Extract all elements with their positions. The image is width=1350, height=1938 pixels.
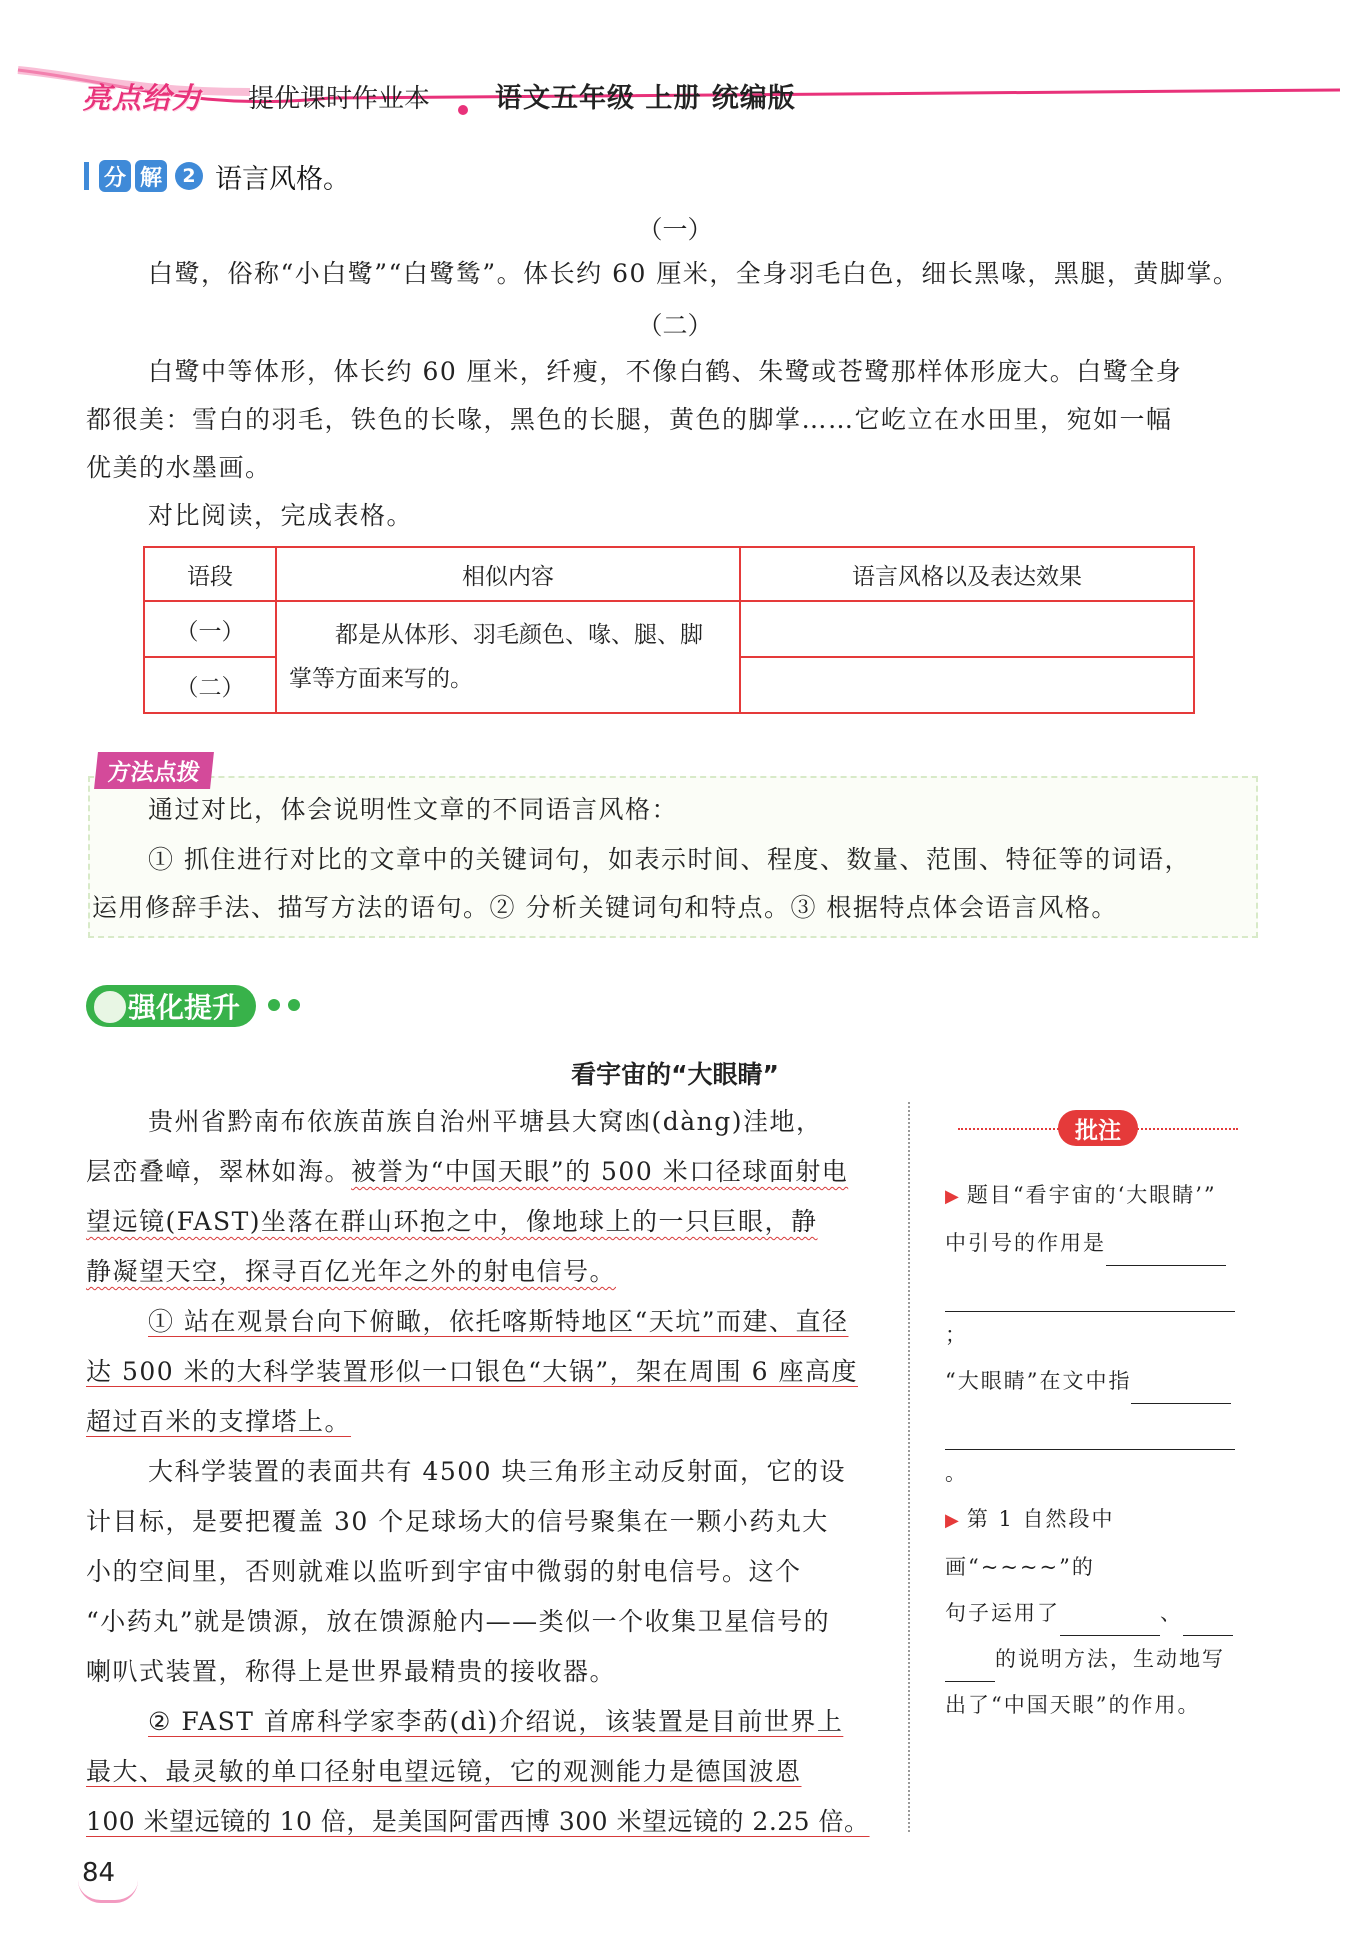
column-divider	[908, 1102, 910, 1832]
brand-logo: 亮点给力	[82, 81, 203, 115]
row-label: （一）	[144, 601, 276, 657]
answer-blank[interactable]	[1106, 1237, 1226, 1266]
method-line: 运用修辞手法、描写方法的语句。② 分析关键词句和特点。③ 根据特点体会语言风格。	[92, 893, 1118, 922]
article-wavy-text: 被誉为“中国天眼”的 500 米口径球面射电	[351, 1157, 849, 1186]
answer-blank[interactable]	[1060, 1607, 1160, 1636]
tag-char-2: 解	[135, 160, 167, 192]
annotation-text: 、	[1160, 1601, 1183, 1625]
answer-blank[interactable]	[1131, 1375, 1231, 1404]
triangle-icon: ▶	[945, 1186, 961, 1207]
table-header-row	[144, 547, 1194, 601]
passage-two-line: 优美的水墨画。	[86, 453, 272, 482]
boost-label: 强化提升	[128, 991, 241, 1024]
col-header-similar: 相似内容	[276, 547, 740, 601]
article-line: “小药丸”就是馈源，放在馈源舱内——类似一个收集卫星信号的	[86, 1607, 831, 1636]
article-underlined-line: ① 站在观景台向下俯瞰，依托喀斯特地区“天坑”而建、直径	[148, 1307, 849, 1336]
article-line: 层峦叠嶂，翠林如海。	[86, 1157, 352, 1186]
method-line: 通过对比，体会说明性文章的不同语言风格：	[148, 795, 679, 824]
annotation-text: ；	[945, 1323, 968, 1347]
passage-two-line: 都很美：雪白的羽毛，铁色的长喙，黑色的长腿，黄色的脚掌……它屹立在水田里，宛如一幅	[86, 405, 1173, 434]
dot-icon	[268, 999, 280, 1011]
annotation-text: 第 1 自然段中画“~~~~”的	[945, 1507, 1115, 1579]
article-line: 小的空间里，否则就难以监听到宇宙中微弱的射电信号。这个	[86, 1557, 802, 1586]
annotation-text: 句子运用了	[945, 1601, 1060, 1625]
annotation-text: 中引号的作用是	[945, 1231, 1106, 1255]
annotation-text: 的说明方法，生动地写	[995, 1647, 1225, 1671]
annotation-text: 出了“中国天眼”的作用。	[945, 1693, 1201, 1717]
article-underlined-line: 达 500 米的大科学装置形似一口银色“大锅”，架在周围 6 座高度	[86, 1357, 858, 1386]
article-underlined-line: 超过百米的支撑塔上。	[86, 1407, 352, 1436]
answer-blank[interactable]	[945, 1283, 1235, 1312]
shared-content-cell	[276, 601, 740, 713]
article-title: 看宇宙的“大眼睛”	[571, 1060, 779, 1089]
article-wavy-line: 静凝望天空，探寻百亿光年之外的射电信号。	[86, 1257, 617, 1286]
shared-content-line: 都是从体形、羽毛颜色、喙、腿、脚	[335, 622, 703, 648]
answer-blank[interactable]	[1183, 1607, 1233, 1636]
article-line: 计目标，是要把覆盖 30 个足球场大的信号聚集在一颗小药丸大	[86, 1507, 829, 1536]
section-tag	[84, 158, 350, 194]
method-label: 方法点拨	[94, 752, 214, 789]
table-row	[144, 601, 1194, 657]
answer-blank[interactable]	[945, 1421, 1235, 1450]
tag-text: 语言风格。	[215, 163, 350, 195]
col-header-style: 语言风格以及表达效果	[740, 547, 1194, 601]
article-wavy-line: 望远镜(FAST)坐落在群山环抱之中，像地球上的一只巨眼，静	[86, 1207, 818, 1236]
boost-badge	[86, 985, 256, 1027]
annotation-column	[945, 1112, 1255, 1728]
grade-label: 语文五年级 上册 统编版	[495, 83, 796, 114]
book-subtitle: 提优课时作业本	[248, 84, 431, 114]
answer-cell-1[interactable]	[740, 601, 1194, 657]
method-line: ① 抓住进行对比的文章中的关键词句，如表示时间、程度、数量、范围、特征等的词语，	[148, 845, 1191, 874]
page-number: 84	[82, 1858, 116, 1888]
passage-two-line: 白鹭中等体形，体长约 60 厘米，纤瘦，不像白鹤、朱鹭或苍鹭那样体形庞大。白鹭全身	[148, 357, 1183, 386]
article-underlined-line: 最大、最灵敏的单口径射电望远镜，它的观测能力是德国波恩	[86, 1757, 802, 1786]
shared-content-line: 掌等方面来写的。	[289, 666, 473, 692]
passage-one-text: 白鹭，俗称“小白鹭”“白鹭鸶”。体长约 60 厘米，全身羽毛白色，细长黑喙，黑腿，黄脚掌。	[148, 259, 1240, 288]
article-underlined-line: ② FAST 首席科学家李菂(dì)介绍说，该装置是目前世界上	[148, 1707, 844, 1736]
leaf-icon	[92, 989, 128, 1025]
instruction-text: 对比阅读，完成表格。	[148, 501, 414, 530]
row-label: （二）	[144, 657, 276, 713]
annotation-text: 题目“看宇宙的‘大眼睛’”	[966, 1183, 1217, 1207]
article-line: 大科学装置的表面共有 4500 块三角形主动反射面，它的设	[148, 1457, 847, 1486]
article-line: 喇叭式装置，称得上是世界最精贵的接收器。	[86, 1657, 617, 1686]
tag-bar	[84, 162, 89, 190]
annotation-label: 批注	[1058, 1110, 1138, 1146]
triangle-icon: ▶	[945, 1510, 961, 1531]
answer-blank[interactable]	[945, 1653, 995, 1682]
article-line: 贵州省黔南布依族苗族自治州平塘县大窝凼(dàng)洼地，	[148, 1107, 823, 1136]
tag-char-1: 分	[99, 160, 131, 192]
col-header-paragraph: 语段	[144, 547, 276, 601]
passage-two-heading: （二）	[637, 311, 713, 340]
tag-number: 2	[175, 162, 203, 190]
annotation-text: 。	[945, 1461, 968, 1485]
answer-cell-2[interactable]	[740, 657, 1194, 713]
passage-one-heading: （一）	[637, 215, 713, 244]
comparison-table	[143, 546, 1195, 714]
article-underlined-line: 100 米望远镜的 10 倍，是美国阿雷西博 300 米望远镜的 2.25 倍。	[86, 1807, 870, 1836]
annotation-text: “大眼睛”在文中指	[945, 1369, 1132, 1393]
dot-icon	[288, 999, 300, 1011]
page-number-decoration	[78, 1880, 138, 1903]
